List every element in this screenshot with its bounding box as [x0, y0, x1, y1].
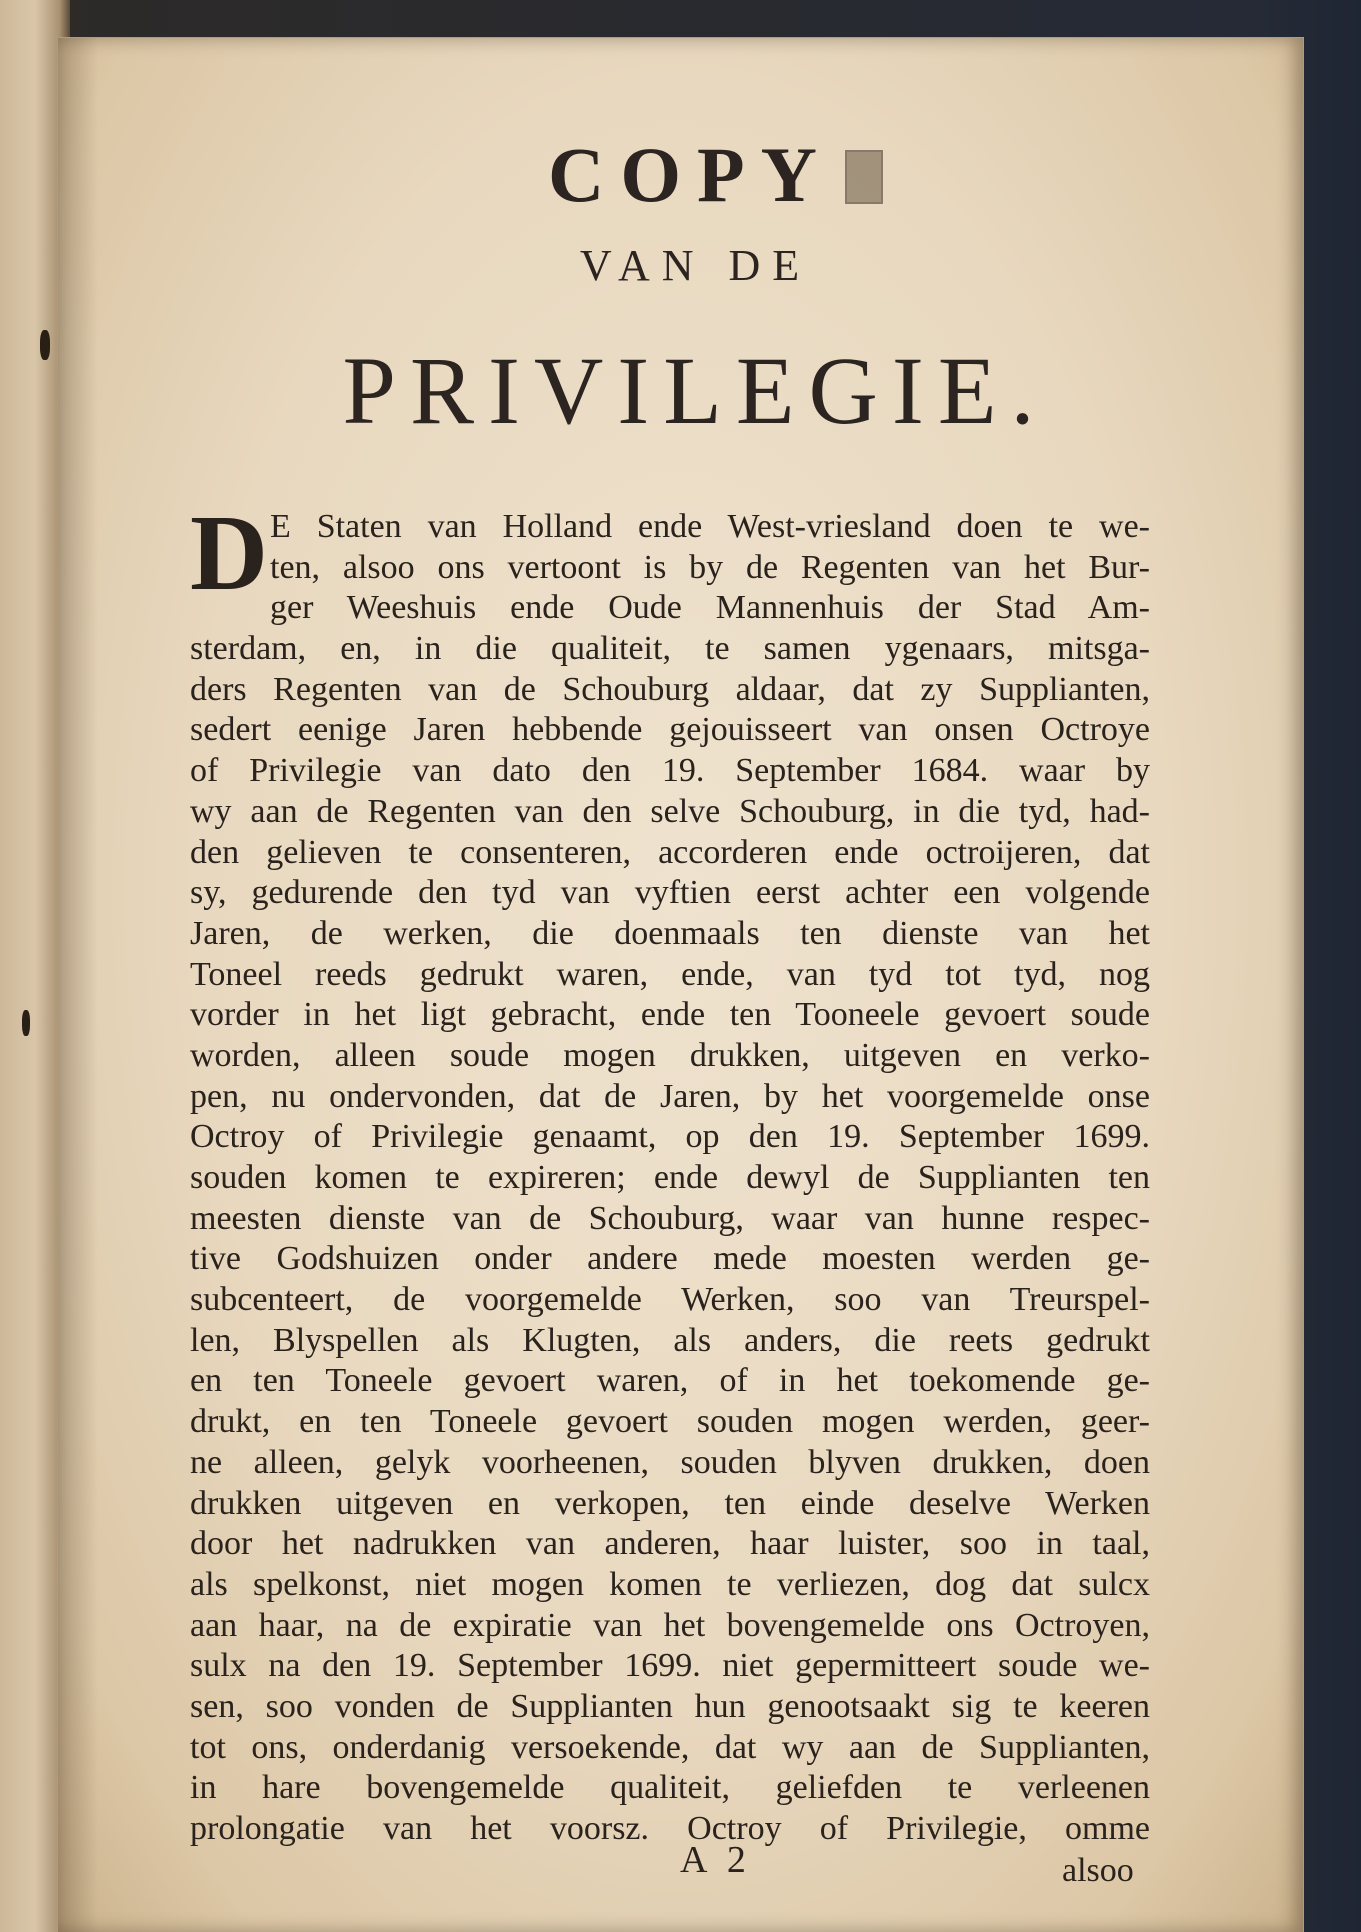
- text-line: Octroy of Privilegie genaamt, op den 19. September 1699.: [190, 1118, 1150, 1156]
- text-line: ne alleen, gelyk voorheenen, souden blyven drukken, doen: [190, 1443, 1150, 1481]
- printer-mark: [845, 150, 883, 204]
- text-line: door het nadrukken van anderen, haar luister, soo in taal,: [190, 1525, 1150, 1563]
- text-line: Jaren, de werken, die doenmaals ten dienste van het: [190, 914, 1150, 952]
- text-line: souden komen te expireren; ende dewyl de Supplianten ten: [190, 1159, 1150, 1196]
- text-line: tive Godshuizen onder andere mede moesten werden ge-: [190, 1240, 1150, 1278]
- text-line: ger Weeshuis ende Oude Mannenhuis der Stad Am-: [270, 589, 1150, 627]
- text-line: worden, alleen soude mogen drukken, uitgeven en verko-: [190, 1036, 1150, 1074]
- text-line: E Staten van Holland ende West-vriesland doen te we-: [270, 508, 1150, 545]
- text-line: sy, gedurende den tyd van vyftien eerst achter een volgende: [190, 874, 1150, 912]
- text-line: drukt, en ten Toneele gevoert souden mogen werden, geer-: [190, 1403, 1150, 1441]
- text-line: in hare bovengemelde qualiteit, geliefden te verleenen: [190, 1769, 1150, 1807]
- text-line: ten, alsoo ons vertoont is by de Regenten van het Bur-: [270, 548, 1150, 586]
- catchword: alsoo: [1062, 1852, 1134, 1889]
- text-line: subcenteert, de voorgemelde Werken, soo van Treurspel-: [190, 1281, 1150, 1319]
- text-line: tot ons, onderdanig versoekende, dat wy aan de Supplianten,: [190, 1728, 1150, 1766]
- text-line: den gelieven te consenteren, accorderen ende octroijeren, dat: [190, 833, 1150, 871]
- text-line: meesten dienste van de Schouburg, waar van hunne respec-: [190, 1199, 1150, 1237]
- text-line: prolongatie van het voorsz. Octroy of Privilegie, omme: [190, 1810, 1150, 1847]
- page-gutter-shadow: [58, 38, 98, 1932]
- text-line: als spelkonst, niet mogen komen te verliezen, dog dat sulcx: [190, 1565, 1150, 1603]
- text-line: aan haar, na de expiratie van het bovengemelde ons Octroyen,: [190, 1606, 1150, 1644]
- text-line: en ten Toneele gevoert waren, of in het toekomende ge-: [190, 1362, 1150, 1400]
- heading-copy: COPY: [548, 131, 833, 218]
- heading-van-de: VAN DE: [579, 241, 812, 290]
- text-line: sulx na den 19. September 1699. niet gepermitteert soude we-: [190, 1647, 1150, 1685]
- text-line: Toneel reeds gedrukt waren, ende, van tyd tot tyd, nog: [190, 955, 1150, 993]
- ink-stain: [22, 1010, 30, 1036]
- text-line: wy aan de Regenten van den selve Schouburg, in die tyd, had-: [190, 792, 1150, 830]
- text-line: of Privilegie van dato den 19. September 1684. waar by: [190, 752, 1150, 790]
- text-line: pen, nu ondervonden, dat de Jaren, by het voorgemelde onse: [190, 1077, 1150, 1115]
- signature-mark: A 2: [680, 1839, 752, 1881]
- text-line: sen, soo vonden de Supplianten hun genootsaakt sig te keeren: [190, 1687, 1150, 1725]
- body-text: [190, 494, 1150, 1850]
- text-line: sedert eenige Jaren hebbende gejouisseert van onsen Octroye: [190, 711, 1150, 749]
- text-line: drukken uitgeven en verkopen, ten einde deselve Werken: [190, 1484, 1150, 1522]
- text-line: len, Blyspellen als Klugten, als anders, die reets gedrukt: [190, 1321, 1150, 1359]
- drop-cap: D: [190, 494, 268, 613]
- text-line: ders Regenten van de Schouburg aldaar, dat zy Supplianten,: [190, 670, 1150, 708]
- heading-privilegie: PRIVILEGIE.: [342, 337, 1049, 444]
- text-line: vorder in het ligt gebracht, ende ten Tooneele gevoert soude: [190, 996, 1150, 1034]
- text-line: sterdam, en, in die qualiteit, te samen ygenaars, mitsga-: [190, 630, 1150, 668]
